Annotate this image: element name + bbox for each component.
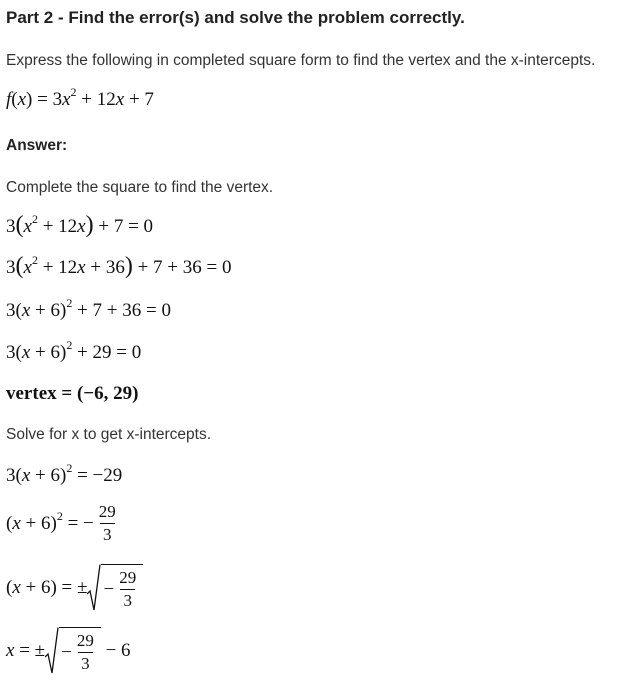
eq4-constant: 29 <box>92 342 112 363</box>
eq1-power: 2 <box>31 212 38 226</box>
function-name: f <box>6 89 12 110</box>
eq8-fraction <box>74 632 97 673</box>
eq8-radical: − $\frac{29}{3}$ <box>45 627 101 675</box>
radical-sign-icon <box>87 564 101 612</box>
eq7-shift: 6 <box>40 577 51 598</box>
eq2-power: 2 <box>31 253 38 267</box>
eq2-added: 36 <box>182 257 202 278</box>
vertex-label: vertex <box>6 383 57 404</box>
eq3-rhs: 0 <box>161 300 171 321</box>
function-equation: $f(x) = 3x^2 + 12x + 7$ <box>6 85 154 110</box>
eq6-numerator: 29 <box>98 502 116 521</box>
eq2-linear-var: x <box>77 257 86 278</box>
eq8-numerator: 29 <box>76 631 94 650</box>
eq6-power: 2 <box>56 508 63 523</box>
eq2-coef: 3 <box>6 257 16 278</box>
function-var: x <box>62 89 71 110</box>
eq5-power: 2 <box>66 461 73 475</box>
eq8-denominator: 3 <box>78 652 93 673</box>
function-arg: x <box>17 89 27 110</box>
eq3-added: 36 <box>122 300 142 321</box>
eq3-var: x <box>21 300 31 321</box>
eq6-shift: 6 <box>40 512 51 534</box>
eq7-radical: − $\frac{29}{3}$ <box>87 564 143 612</box>
eq4-shift: 6 <box>50 342 60 363</box>
page-heading: Part 2 - Find the error(s) and solve the problem correctly. <box>6 8 465 27</box>
eq3-constant: 7 <box>92 300 103 321</box>
eq3-power: 2 <box>66 296 73 310</box>
eq1-coef: 3 <box>6 216 16 237</box>
eq7-denominator: 3 <box>120 589 135 610</box>
eq5-rhs: −29 <box>92 465 123 486</box>
function-linear: 12 <box>96 89 116 110</box>
vertex-result: vertex = (−6, 29) <box>6 383 139 404</box>
function-power: 2 <box>70 85 77 99</box>
equation-step-6: $(x + 6)^2$ = − $\frac{29}{3}$ <box>6 503 121 544</box>
eq2-rhs: 0 <box>221 257 232 278</box>
eq4-var: x <box>21 342 31 363</box>
eq3-coef: 3 <box>6 300 16 321</box>
eq8-var: x <box>6 640 15 661</box>
eq1-var: x <box>23 216 32 237</box>
eq4-rhs: 0 <box>131 342 142 363</box>
answer-label: Answer: <box>6 137 68 154</box>
equation-step-7: (x + 6) = ± − $\frac{29}{3}$ <box>6 564 143 612</box>
function-constant: 7 <box>144 89 154 110</box>
eq7-fraction <box>116 569 139 610</box>
eq5-var: x <box>21 465 31 486</box>
eq5-coef: 3 <box>6 465 16 486</box>
eq6-denominator: 3 <box>100 523 115 544</box>
problem-prompt: Express the following in completed square form to find the vertex and the x-intercepts. <box>6 52 596 69</box>
eq2-square-add: 36 <box>105 257 125 278</box>
eq4-coef: 3 <box>6 342 16 363</box>
radical-sign-icon <box>45 627 59 675</box>
equation-step-8: x = ± − $\frac{29}{3}$ − 6 <box>6 627 131 675</box>
eq8-minus-term: 6 <box>121 640 131 661</box>
vertex-step-intro: Complete the square to find the vertex. <box>6 179 274 196</box>
eq1-rhs: 0 <box>143 216 154 237</box>
eq1-linear: 12 <box>58 216 78 237</box>
vertex-x: −6 <box>83 383 104 404</box>
eq2-constant: 7 <box>153 257 163 278</box>
eq3-shift: 6 <box>50 300 60 321</box>
eq2-linear: 12 <box>58 257 78 278</box>
eq1-linear-var: x <box>77 216 86 237</box>
eq4-power: 2 <box>66 338 73 352</box>
eq7-numerator: 29 <box>119 568 137 587</box>
equation-step-2: $3(x^2 + 12x + 36) + 7 + 36 = 0$ <box>6 253 232 279</box>
eq6-fraction <box>96 503 119 544</box>
function-coef: 3 <box>52 89 63 110</box>
equation-step-1: $3(x^2 + 12x) + 7 = 0$ <box>6 212 154 238</box>
eq7-var: x <box>12 577 21 598</box>
eq5-shift: 6 <box>50 465 60 486</box>
function-linear-var: x <box>115 89 125 110</box>
equation-step-4: $3(x + 6)^2 + 29 = 0$ <box>6 338 142 363</box>
vertex-y: 29 <box>113 383 133 404</box>
intercepts-step-intro: Solve for x to get x-intercepts. <box>6 426 212 443</box>
equation-step-5: $3(x + 6)^2 = -29$ <box>6 461 123 486</box>
equation-step-3: $3(x + 6)^2 + 7 + 36 = 0$ <box>6 296 171 321</box>
eq1-constant: 7 <box>113 216 124 237</box>
eq2-var: x <box>23 257 32 278</box>
eq6-var: x <box>12 512 21 534</box>
